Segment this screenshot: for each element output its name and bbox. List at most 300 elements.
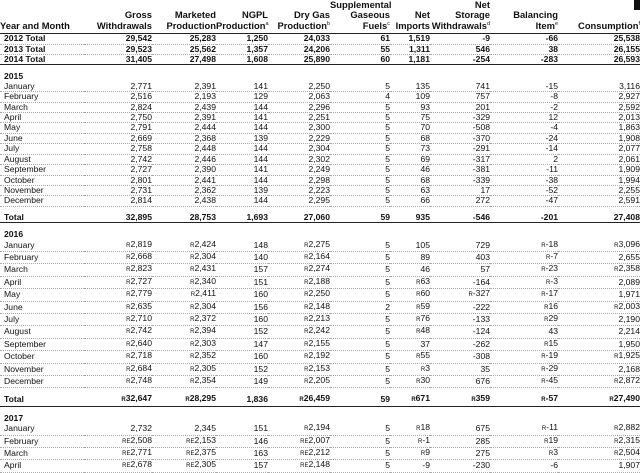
cell-value: 5 (330, 175, 390, 185)
column-header: Dry Gas Production$^b$ (277, 9, 330, 31)
row-label: Total (4, 394, 24, 405)
cell-value: 1,311 (390, 44, 430, 54)
cell-value: R2,303 (152, 338, 216, 350)
row-label: June (0, 301, 84, 313)
cell-value: -66 (490, 34, 558, 44)
cell-value: 61 (330, 34, 390, 44)
cell-value: -508 (430, 123, 490, 133)
cell-value: 27,060 (303, 211, 330, 222)
cell-value: 285 (430, 435, 490, 447)
cell-value: R48 (390, 326, 430, 338)
cell-value: 144 (216, 102, 268, 112)
cell-value: 675 (430, 423, 490, 435)
month-row (0, 313, 640, 325)
column-header: Balancing Item$^e$ (513, 9, 558, 31)
cell-value: R2,188 (268, 276, 330, 288)
cell-value: 35 (430, 363, 490, 375)
cell-value: R-29 (490, 363, 558, 375)
month-row (0, 363, 640, 375)
cell-value: 5 (330, 363, 390, 375)
cell-value: 2,444 (152, 123, 216, 133)
cell-value: 2 (330, 301, 390, 313)
cell-value: R1,925 (558, 351, 640, 363)
cell-value: 5 (330, 113, 390, 123)
cell-value: -262 (430, 338, 490, 350)
cell-value: 2,089 (558, 276, 640, 288)
cell-value: 272 (430, 196, 490, 206)
cell-value: 5 (330, 276, 390, 288)
cell-value: 741 (430, 82, 490, 92)
cell-value: 2,669 (84, 133, 152, 143)
cell-value: 17 (430, 185, 490, 195)
cell-value: 139 (216, 133, 268, 143)
cell-value: 5 (330, 82, 390, 92)
cell-value: 93 (390, 102, 430, 112)
cell-value: 2,168 (558, 363, 640, 375)
cell-value: 1,250 (216, 34, 268, 44)
row-label: December (0, 196, 84, 206)
row-label: July (0, 313, 84, 325)
row-label: 2012 Total (0, 34, 84, 44)
cell-value: 46 (390, 264, 430, 276)
cell-value: -230 (430, 460, 490, 472)
cell-value: RE2,508 (84, 435, 152, 447)
cell-value: RE2,305 (152, 460, 216, 472)
cell-value: R9 (390, 448, 430, 460)
cell-value: 2,304 (268, 144, 330, 154)
cell-value: R28,295 (185, 393, 216, 404)
month-row (0, 460, 640, 472)
cell-value: 163 (216, 448, 268, 460)
cell-value: 66 (390, 196, 430, 206)
month-row (0, 165, 640, 175)
column-header: Net Imports (395, 9, 430, 31)
cell-value: R2,823 (84, 264, 152, 276)
cell-value: 69 (390, 154, 430, 164)
cell-value: 144 (216, 144, 268, 154)
cell-value: 1,519 (390, 34, 430, 44)
cell-value: 5 (330, 376, 390, 388)
row-label: March (0, 448, 84, 460)
row-label: February (0, 92, 84, 102)
cell-value: 60 (330, 55, 390, 65)
cell-value: 2,302 (268, 154, 330, 164)
cell-value: -15 (490, 82, 558, 92)
cell-value: 105 (390, 240, 430, 252)
cell-value: 68 (390, 133, 430, 143)
row-label: October (0, 351, 84, 363)
month-row (0, 102, 640, 112)
year-label: 2016 (4, 229, 24, 240)
cell-value: 2,223 (268, 185, 330, 195)
cell-value: 89 (390, 251, 430, 263)
cell-value: 157 (216, 264, 268, 276)
cell-value: 147 (216, 338, 268, 350)
cell-value: 2,439 (152, 102, 216, 112)
cell-value: 1,907 (558, 460, 640, 472)
cell-value: 1,971 (558, 289, 640, 301)
cell-value: -222 (430, 301, 490, 313)
cell-value: 25,283 (152, 34, 216, 44)
cell-value: R2,431 (152, 264, 216, 276)
cell-value: R55 (390, 351, 430, 363)
cell-value: 38 (490, 44, 558, 54)
cell-value: R2,315 (558, 435, 640, 447)
cell-value: R2,192 (268, 351, 330, 363)
cell-value: -9 (430, 34, 490, 44)
column-header: Year and Month (0, 19, 70, 31)
cell-value: RE2,153 (152, 435, 216, 447)
cell-value: 2,592 (558, 102, 640, 112)
cell-value: -9 (390, 460, 430, 472)
column-header: Supplemental Gaseous Fuels$^c$ (330, 0, 392, 31)
annual-total-row (0, 55, 640, 65)
cell-value: R15 (490, 338, 558, 350)
cell-value: 5 (330, 435, 390, 447)
cell-value: 201 (430, 102, 490, 112)
month-row (0, 326, 640, 338)
cell-value: 5 (330, 448, 390, 460)
cell-value: 68 (390, 175, 430, 185)
row-label: 2013 Total (0, 44, 84, 54)
cell-value: R26,459 (299, 393, 330, 404)
cell-value: R3 (390, 363, 430, 375)
row-label: October (0, 175, 84, 185)
cell-value: 2,391 (152, 113, 216, 123)
cell-value: 144 (216, 154, 268, 164)
cell-value: RE2,148 (268, 460, 330, 472)
cell-value: R60 (390, 289, 430, 301)
cell-value: R-1 (390, 435, 430, 447)
cell-value: 1,950 (558, 338, 640, 350)
cell-value: R-11 (490, 423, 558, 435)
cell-value: 2,390 (152, 165, 216, 175)
cell-value: -38 (490, 175, 558, 185)
cell-value: R2,213 (268, 313, 330, 325)
cell-value: 2,801 (84, 175, 152, 185)
cell-value: 141 (216, 82, 268, 92)
cell-value: 1,994 (558, 175, 640, 185)
cell-value: 2,063 (268, 92, 330, 102)
cell-value: 27,498 (152, 55, 216, 65)
cell-value: 144 (216, 123, 268, 133)
month-row (0, 196, 640, 206)
year-total-row (0, 213, 640, 223)
cell-value: 109 (390, 92, 430, 102)
cell-value: 5 (330, 313, 390, 325)
cell-value: 5 (330, 326, 390, 338)
cell-value: 59 (380, 394, 390, 405)
month-row (0, 276, 640, 288)
cell-value: R2,635 (84, 301, 152, 313)
cell-value: 5 (330, 423, 390, 435)
cell-value: R2,304 (152, 301, 216, 313)
cell-value: R3,096 (558, 240, 640, 252)
year-heading (0, 410, 640, 423)
cell-value: 151 (216, 276, 268, 288)
cell-value: 55 (330, 44, 390, 54)
cell-value: R3 (490, 448, 558, 460)
cell-value: R2,242 (268, 326, 330, 338)
cell-value: 57 (430, 264, 490, 276)
cell-value: R2,304 (152, 251, 216, 263)
cell-value: 24,033 (268, 34, 330, 44)
month-row (0, 92, 640, 102)
row-label: April (0, 276, 84, 288)
cell-value: 2,438 (152, 196, 216, 206)
year-heading (0, 226, 640, 239)
cell-value: -52 (490, 185, 558, 195)
month-row (0, 264, 640, 276)
cell-value: 43 (490, 326, 558, 338)
cell-value: 2,061 (558, 154, 640, 164)
cell-value: 25,562 (152, 44, 216, 54)
row-label: August (0, 326, 84, 338)
cell-value: 2,295 (268, 196, 330, 206)
column-header: Consumption$^f$ (578, 19, 640, 31)
cell-value: -291 (430, 144, 490, 154)
header-row (0, 0, 640, 34)
cell-value: 2,368 (152, 133, 216, 143)
month-row (0, 448, 640, 460)
cell-value: 1,181 (390, 55, 430, 65)
cell-value: 1,357 (216, 44, 268, 54)
cell-value: 146 (216, 435, 268, 447)
cell-value: R2,718 (84, 351, 152, 363)
column-header: Gross Withdrawals (96, 9, 152, 31)
month-row (0, 144, 640, 154)
cell-value: 2,190 (558, 313, 640, 325)
cell-value: -14 (490, 144, 558, 154)
cell-value: 2,229 (268, 133, 330, 143)
cell-value: 2,742 (84, 154, 152, 164)
cell-value: 2,250 (268, 82, 330, 92)
cell-value: 160 (216, 351, 268, 363)
column-header: Net Storage Withdrawals$^d$ (431, 0, 490, 31)
cell-value: R29 (490, 313, 558, 325)
cell-value: 2,814 (84, 196, 152, 206)
cell-value: 160 (216, 313, 268, 325)
row-label: August (0, 154, 84, 164)
cell-value: 2,750 (84, 113, 152, 123)
cell-value: 2,441 (152, 175, 216, 185)
cell-value: 4 (330, 92, 390, 102)
cell-value: 1,863 (558, 123, 640, 133)
cell-value: -124 (430, 326, 490, 338)
cell-value: 25,890 (268, 55, 330, 65)
cell-value: -339 (430, 175, 490, 185)
cell-value: 2,214 (558, 326, 640, 338)
cell-value: 2,255 (558, 185, 640, 195)
cell-value: 144 (216, 175, 268, 185)
month-row (0, 423, 640, 435)
cell-value: R2,205 (268, 376, 330, 388)
cell-value: 2,516 (84, 92, 152, 102)
column-header: NGPL Production$^a$ (216, 9, 269, 31)
cell-value: 5 (330, 144, 390, 154)
month-row (0, 251, 640, 263)
cell-value: 139 (216, 185, 268, 195)
cell-value: 32,895 (125, 211, 152, 222)
cell-value: 26,593 (558, 55, 640, 65)
cell-value: 27,408 (613, 211, 640, 222)
cell-value: R-45 (490, 376, 558, 388)
month-row (0, 338, 640, 350)
cell-value: 5 (330, 351, 390, 363)
cell-value: R2,424 (152, 240, 216, 252)
cell-value: R2,872 (558, 376, 640, 388)
cell-value: R2,358 (558, 264, 640, 276)
cell-value: 2,758 (84, 144, 152, 154)
cell-value: 148 (216, 240, 268, 252)
cell-value: 5 (330, 289, 390, 301)
cell-value: R2,684 (84, 363, 152, 375)
cell-value: 2,732 (84, 423, 152, 435)
cell-value: -329 (430, 113, 490, 123)
cell-value: 2,655 (558, 251, 640, 263)
cell-value: R63 (390, 276, 430, 288)
cell-value: R2,504 (558, 448, 640, 460)
annual-total-row (0, 44, 640, 54)
row-label: March (0, 102, 84, 112)
cell-value: 2,298 (268, 175, 330, 185)
row-label: January (0, 423, 84, 435)
cell-value: R27,490 (609, 393, 640, 404)
cell-value: R2,742 (84, 326, 152, 338)
cell-value: 63 (390, 185, 430, 195)
row-label: 2014 Total (0, 55, 84, 65)
cell-value: R2,640 (84, 338, 152, 350)
cell-value: 5 (330, 102, 390, 112)
cell-value: R2,354 (152, 376, 216, 388)
cell-value: 2,771 (84, 82, 152, 92)
cell-value: 59 (380, 211, 390, 222)
cell-value: 135 (390, 82, 430, 92)
cell-value: R2,153 (268, 363, 330, 375)
cell-value: 403 (430, 251, 490, 263)
cell-value: 28,753 (189, 211, 216, 222)
cell-value: R18 (390, 423, 430, 435)
cell-value: 5 (330, 165, 390, 175)
month-row (0, 240, 640, 252)
cell-value: 275 (430, 448, 490, 460)
row-label: March (0, 264, 84, 276)
cell-value: R2,194 (268, 423, 330, 435)
cell-value: -201 (540, 211, 558, 222)
month-row (0, 133, 640, 143)
cell-value: 29,542 (84, 34, 152, 44)
row-label: November (0, 185, 84, 195)
cell-value: 2,077 (558, 144, 640, 154)
cell-value: 5 (330, 460, 390, 472)
cell-value: 46 (390, 165, 430, 175)
cell-value: 129 (216, 92, 268, 102)
cell-value: 2,824 (84, 102, 152, 112)
cell-value: R16 (490, 301, 558, 313)
month-row (0, 376, 640, 388)
cell-value: R2,411 (152, 289, 216, 301)
cell-value: 160 (216, 289, 268, 301)
cell-value: -370 (430, 133, 490, 143)
row-label: June (0, 133, 84, 143)
cell-value: 5 (330, 123, 390, 133)
cell-value: 25,538 (558, 34, 640, 44)
cell-value: -4 (490, 123, 558, 133)
cell-value: 156 (216, 301, 268, 313)
cell-value: RE2,212 (268, 448, 330, 460)
edge-marker (634, 0, 640, 10)
cell-value: 12 (490, 113, 558, 123)
cell-value: R19 (490, 435, 558, 447)
month-row (0, 289, 640, 301)
cell-value: R32,647 (121, 393, 152, 404)
cell-value: 141 (216, 113, 268, 123)
cell-value: R-17 (490, 289, 558, 301)
month-row (0, 123, 640, 133)
cell-value: 2,296 (268, 102, 330, 112)
month-row (0, 113, 640, 123)
cell-value: R2,779 (84, 289, 152, 301)
cell-value: R2,710 (84, 313, 152, 325)
row-label: July (0, 144, 84, 154)
row-label: January (0, 82, 84, 92)
year-total-row (0, 394, 640, 406)
table-body (0, 34, 640, 473)
cell-value: 2,791 (84, 123, 152, 133)
cell-value: 1,693 (246, 211, 268, 222)
cell-value: 1,909 (558, 165, 640, 175)
cell-value: 546 (430, 44, 490, 54)
cell-value: R2,164 (268, 251, 330, 263)
cell-value: 144 (216, 196, 268, 206)
cell-value: R-23 (490, 264, 558, 276)
cell-value: R2,748 (84, 376, 152, 388)
cell-value: 70 (390, 123, 430, 133)
row-label: February (0, 251, 84, 263)
cell-value: 2,927 (558, 92, 640, 102)
cell-value: 5 (330, 196, 390, 206)
cell-value: -47 (490, 196, 558, 206)
cell-value: -546 (472, 211, 490, 222)
cell-value: RE2,375 (152, 448, 216, 460)
cell-value: R2,275 (268, 240, 330, 252)
cell-value: 157 (216, 460, 268, 472)
cell-value: 152 (216, 326, 268, 338)
cell-value: R-19 (490, 351, 558, 363)
row-label: November (0, 363, 84, 375)
cell-value: 2,591 (558, 196, 640, 206)
cell-value: 37 (390, 338, 430, 350)
cell-value: -308 (430, 351, 490, 363)
cell-value: 2 (490, 154, 558, 164)
cell-value: 5 (330, 251, 390, 263)
cell-value: R2,003 (558, 301, 640, 313)
month-row (0, 154, 640, 164)
cell-value: 5 (330, 338, 390, 350)
cell-value: 1,836 (246, 394, 268, 405)
cell-value: 149 (216, 376, 268, 388)
cell-value: 2,391 (152, 82, 216, 92)
cell-value: 2,731 (84, 185, 152, 195)
cell-value: 5 (330, 264, 390, 276)
cell-value: 2,251 (268, 113, 330, 123)
cell-value: 757 (430, 92, 490, 102)
row-label: April (0, 113, 84, 123)
year-label: 2017 (4, 412, 24, 423)
cell-value: R2,352 (152, 351, 216, 363)
cell-value: 676 (430, 376, 490, 388)
cell-value: 5 (330, 240, 390, 252)
